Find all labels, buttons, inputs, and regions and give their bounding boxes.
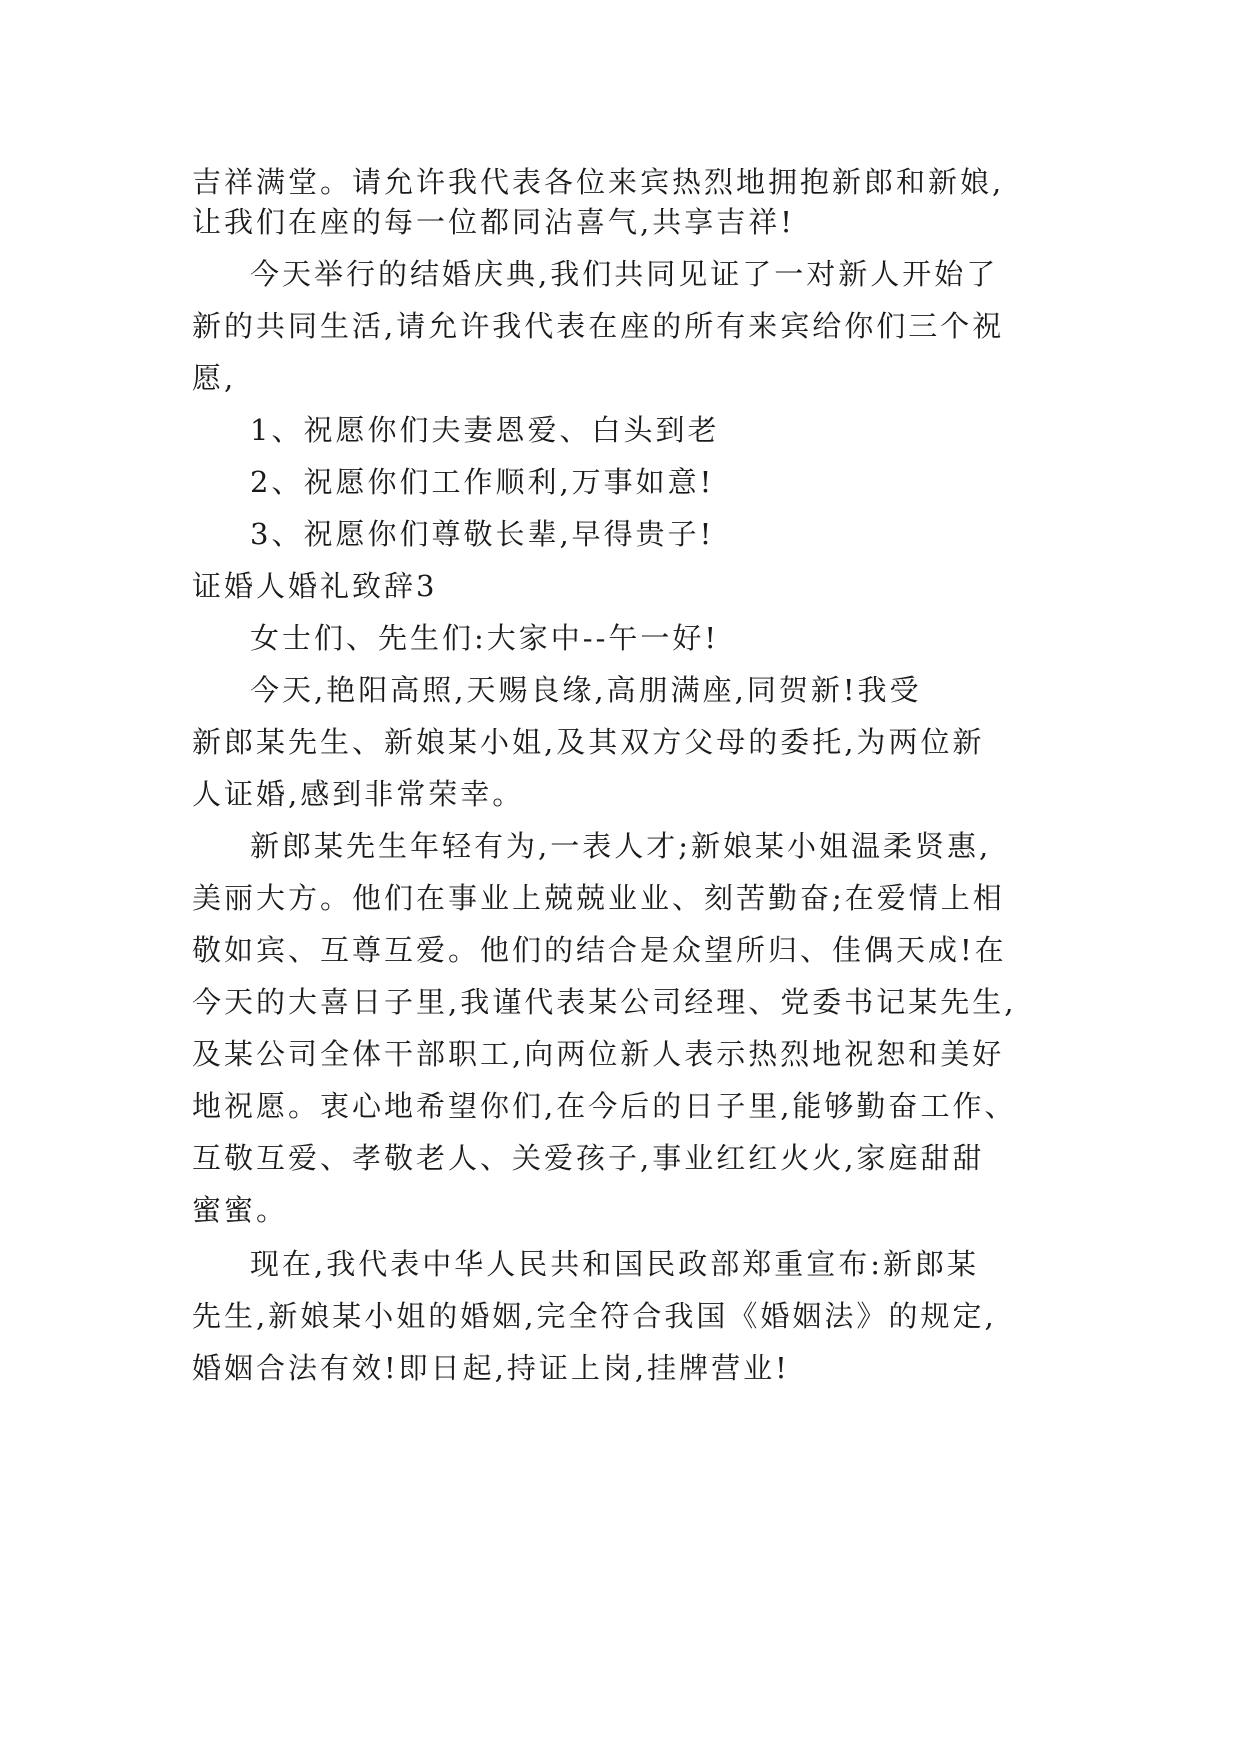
text-line: 新郎某先生、新娘某小姐,及其双方父母的委托,为两位新 [192, 725, 985, 759]
text-line: 及某公司全体干部职工,向两位新人表示热烈地祝恕和美好 [192, 1037, 1005, 1071]
text-line: 今天的大喜日子里,我谨代表某公司经理、党委书记某先生, [192, 985, 1017, 1019]
paragraph-line: 现在,我代表中华人民共和国民政部郑重宣布:新郎某 [250, 1247, 979, 1281]
list-item: 3、祝愿你们尊敬长辈,早得贵子! [250, 517, 715, 551]
text-line: 美丽大方。他们在事业上兢兢业业、刻苦勤奋;在爱情上相 [192, 881, 1005, 915]
text-line: 愿, [192, 361, 237, 395]
text-line: 婚姻合法有效!即日起,持证上岗,挂牌营业! [192, 1351, 790, 1385]
paragraph-line: 今天举行的结婚庆典,我们共同见证了一对新人开始了 [250, 257, 999, 291]
text-line: 地祝愿。衷心地希望你们,在今后的日子里,能够勤奋工作、 [192, 1089, 1017, 1123]
text-line: 新的共同生活,请允许我代表在座的所有来宾给你们三个祝 [192, 309, 1005, 343]
text-line: 人证婚,感到非常荣幸。 [192, 777, 525, 811]
text-line: 让我们在座的每一位都同沾喜气,共享吉祥! [192, 205, 795, 239]
text-line: 蜜蜜。 [192, 1193, 289, 1227]
list-item: 1、祝愿你们夫妻恩爱、白头到老 [250, 413, 720, 447]
text-line: 先生,新娘某小姐的婚姻,完全符合我国《婚姻法》的规定, [192, 1299, 997, 1333]
text-line: 敬如宾、互尊互爱。他们的结合是众望所归、佳偶天成!在 [192, 933, 1007, 967]
salutation: 女士们、先生们:大家中--午一好! [250, 621, 720, 655]
section-heading: 证婚人婚礼致辞3 [192, 569, 438, 603]
text-line: 吉祥满堂。请允许我代表各位来宾热烈地拥抱新郎和新娘, [192, 165, 1005, 199]
list-item: 2、祝愿你们工作顺利,万事如意! [250, 465, 715, 499]
paragraph-line: 今天,艳阳高照,天赐良缘,高朋满座,同贺新!我受 [250, 673, 922, 707]
paragraph-line: 新郎某先生年轻有为,一表人才;新娘某小姐温柔贤惠, [250, 829, 992, 863]
text-line: 互敬互爱、孝敬老人、关爱孩子,事业红红火火,家庭甜甜 [192, 1141, 985, 1175]
